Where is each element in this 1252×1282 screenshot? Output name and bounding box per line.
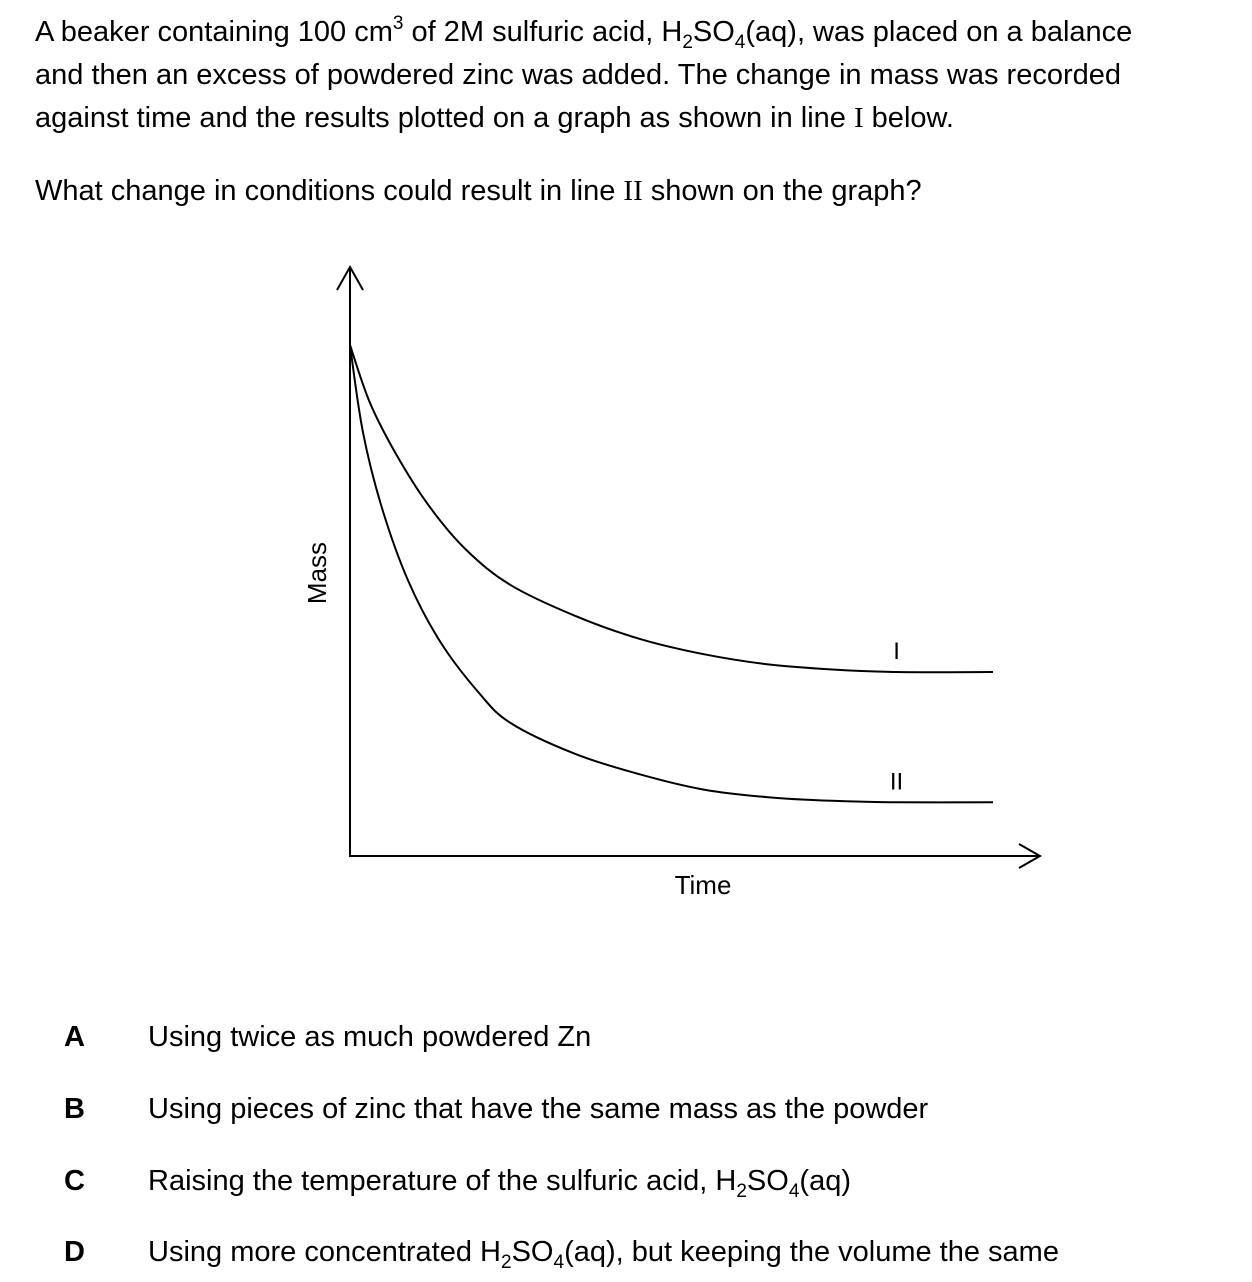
series-line-2	[350, 345, 993, 802]
option-text: Using pieces of zinc that have the same mass as the powder	[148, 1093, 929, 1125]
series-label-1: I	[893, 638, 900, 665]
option-text: Raising the temperature of the sulfuric acid, $H_2SO_4(aq)$	[148, 1165, 851, 1202]
series-line-1	[350, 345, 993, 672]
line-II-reference: II	[623, 175, 643, 207]
mass-time-graph	[0, 250, 1252, 930]
question-stem	[35, 11, 1250, 140]
option-letter: D	[64, 1236, 85, 1268]
stem-line-2: and then an excess of powdered zinc was added. The change in mass was recorded	[35, 59, 1122, 91]
stem-line-1: A beaker containing 100 $cm^3$ of 2M sulfuric acid, $H_2SO_4(aq)$, was placed on a balance	[35, 13, 1133, 53]
option-letter: B	[64, 1093, 85, 1125]
option-text: Using more concentrated $H_2SO_4(aq)$, but keeping the volume the same	[148, 1236, 1059, 1273]
x-axis-label: Time	[674, 870, 732, 900]
series-layer	[350, 345, 993, 802]
option-a[interactable]	[0, 1015, 1252, 1059]
series-label-2: II	[889, 768, 904, 796]
axes	[337, 267, 1040, 868]
question-prompt: What change in conditions could result in line II shown on the graph?	[35, 175, 922, 207]
option-letter: C	[64, 1165, 85, 1197]
option-c[interactable]	[0, 1159, 1252, 1203]
option-letter: A	[64, 1021, 85, 1053]
option-text: Using twice as much powdered Zn	[148, 1021, 592, 1053]
line-I-reference: I	[853, 102, 864, 134]
stem-line-3: against time and the results plotted on a graph as shown in line I below.	[35, 102, 954, 134]
option-d[interactable]	[0, 1230, 1252, 1274]
option-b[interactable]	[0, 1087, 1252, 1131]
y-axis-label: Mass	[302, 541, 332, 605]
